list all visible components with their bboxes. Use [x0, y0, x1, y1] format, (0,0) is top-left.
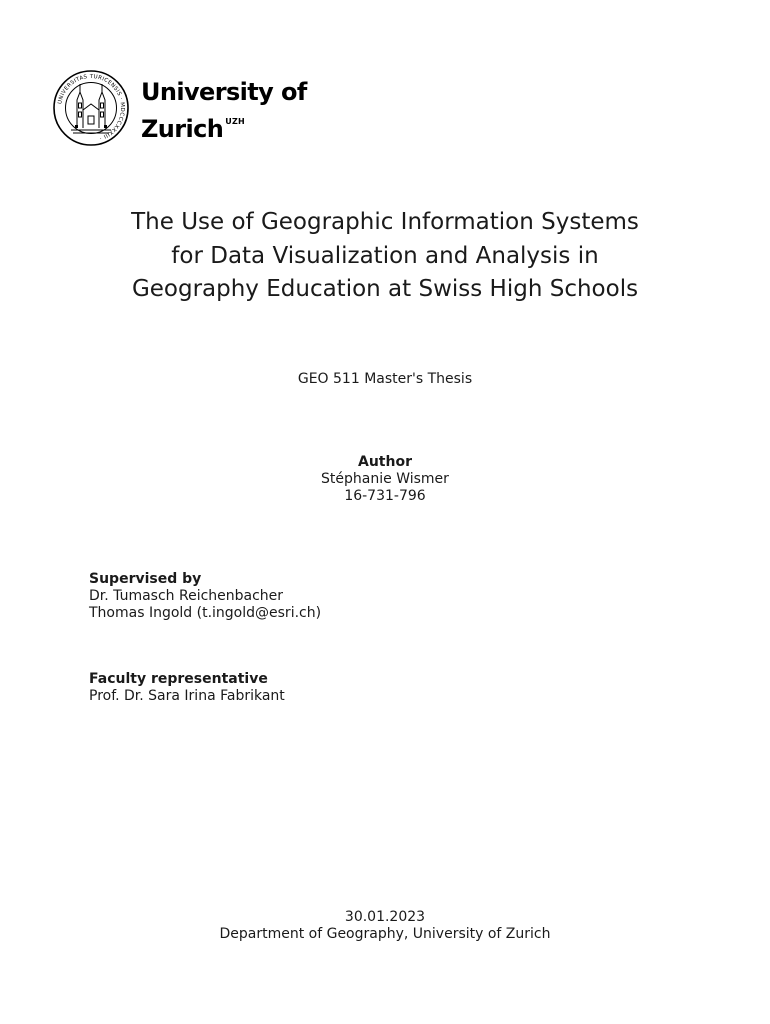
author-block [0, 454, 770, 505]
faculty-representative-name: Prof. Dr. Sara Irina Fabrikant [89, 688, 285, 704]
supervisor-name: Thomas Ingold (t.ingold@esri.ch) [89, 605, 322, 621]
university-seal-icon [53, 70, 129, 146]
logo-line-university: University of [141, 78, 307, 106]
footer [0, 909, 770, 943]
faculty-representative-block [89, 671, 285, 705]
author-student-id: 16-731-796 [344, 488, 426, 504]
logo-uzh-superscript: UZH [225, 117, 245, 126]
department-name: Department of Geography, University of Zurich [219, 926, 551, 942]
title-line-2: for Data Visualization and Analysis in [171, 242, 599, 269]
logo-line-zurich [141, 107, 307, 144]
title-line-1: The Use of Geographic Information Systems [131, 209, 639, 235]
thesis-title [60, 206, 710, 307]
university-logo [53, 70, 307, 146]
submission-date: 30.01.2023 [344, 909, 426, 925]
author-name: Stéphanie Wismer [321, 471, 449, 487]
thesis-type: GEO 511 Master's Thesis [297, 371, 473, 387]
svg-text:UNIVERSITAS TURICENSIS · MDCCC: UNIVERSITAS TURICENSIS · MDCCCXXXIII · [57, 73, 126, 141]
supervisors-block [89, 571, 321, 622]
title-line-3: Geography Education at Swiss High Schools [131, 276, 639, 302]
logo-zurich: Zurich [141, 115, 224, 143]
university-wordmark [141, 78, 307, 144]
faculty-heading: Faculty representative [89, 671, 268, 687]
supervisors-heading: Supervised by [89, 571, 202, 587]
author-heading: Author [358, 454, 412, 470]
supervisor-name: Dr. Tumasch Reichenbacher [89, 588, 284, 604]
